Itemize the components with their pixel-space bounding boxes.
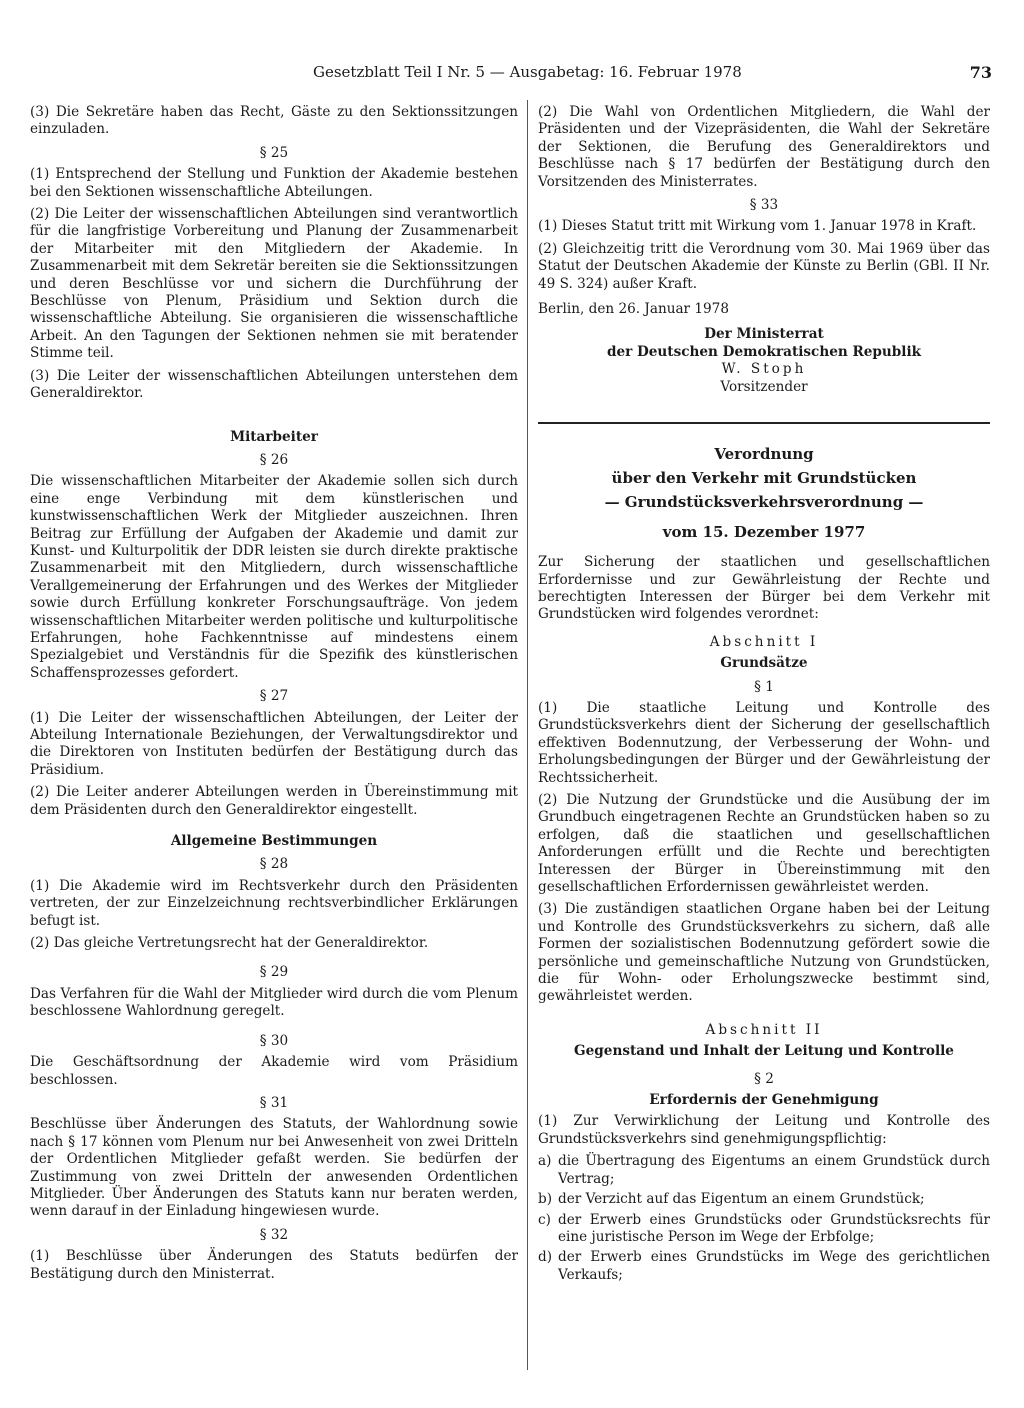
- paragraph: (1) Entsprechend der Stellung und Funktion der Akademie bestehen bei den Sektionen wissenschaftliche Abteilungen.: [30, 166, 518, 200]
- signatory-role: Vorsitzender: [720, 378, 808, 395]
- part-title: Grundsätze: [720, 655, 808, 672]
- page-number: 73: [969, 63, 992, 82]
- ordinance-title: Verordnung: [714, 445, 814, 464]
- section-number: § 33: [749, 197, 779, 214]
- paragraph: (2) Die Leiter der wissenschaftlichen Abteilungen sind verantwortlich für die langfristige Vorbereitung und Planung der Zusammenarbeit der Mitarbeiter mit den Mitgliedern der Akademie. In Zusammenarbeit mit dem Sekretär bereiten sie die Sektionssitzungen und deren Beschlüsse vor und sichern die Durchführung der Beschlüsse von Plenum, Präsidium und Sektion durch die wissenschaftliche Abteilung. Sie organisieren die wissenschaftliche Arbeit. An den Tagungen der Sektionen nehmen sie mit beratender Stimme teil.: [30, 206, 518, 362]
- paragraph: (3) Die Sekretäre haben das Recht, Gäste zu den Sektionssitzungen einzuladen.: [30, 104, 518, 138]
- list-item: [538, 1249, 990, 1284]
- paragraph: (1) Beschlüsse über Änderungen des Statuts bedürfen der Bestätigung durch den Ministerrat.: [30, 1248, 518, 1282]
- paragraph: (1) Dieses Statut tritt mit Wirkung vom 1. Januar 1978 in Kraft.: [538, 218, 977, 235]
- paragraph: (3) Die zuständigen staatlichen Organe haben bei der Leitung und Kontrolle des Grundstücksverkehrs zu sichern, daß alle Formen der sozialistischen Bodennutzung gefördert sowie die persönliche und gemeinschaftliche Nutzung von Grundstücken, die für Wohn- oder Erholungszwecke bestimmt sind, gewährleistet werden.: [538, 901, 990, 1005]
- preamble: Zur Sicherung der staatlichen und gesellschaftlichen Erfordernisse und zur Gewährleistung der Rechte und berechtigten Interessen der Bürger bei dem Verkehr mit Grundstücken wird folgendes verordnet:: [538, 554, 990, 623]
- gazette-title: Gesetzblatt Teil I Nr. 5 — Ausgabetag: 16. Februar 1978: [313, 63, 742, 81]
- paragraph: (1) Zur Verwirklichung der Leitung und Kontrolle des Grundstücksverkehrs sind genehmigungspflichtig:: [538, 1113, 990, 1147]
- section-rule: [538, 422, 990, 424]
- paragraph: Die wissenschaftlichen Mitarbeiter der Akademie sollen sich durch eine enge Verbindung mit dem künstlerischen und kunstwissenschaftlichen Werk der Mitglieder auszeichnen. Ihren Beitrag zur Erfüllung der Aufgaben der Akademie und damit zur Kunst- und Kulturpolitik der DDR leisten sie durch direkte praktische Zusammenarbeit mit den Mitgliedern, durch wissenschaftliche Verallgemeinerung der Erfahrungen und des Werkes der Mitglieder sowie durch Erfüllung konkreter Forschungsaufträge. Von jedem wissenschaftlichen Mitarbeiter werden politische und kulturpolitische Erfahrungen, hohe Fachkenntnisse auf mindestens einem Spezialgebiet und Verständnis für die Spezifik des künstlerischen Schaffensprozesses gefordert.: [30, 473, 518, 681]
- paragraph: (1) Die Akademie wird im Rechtsverkehr durch den Präsidenten vertreten, der zur Einzelzeichnung rechtsverbindlicher Erklärungen befugt ist.: [30, 877, 518, 929]
- section-number: § 30: [259, 1032, 289, 1049]
- list-text: die Übertragung des Eigentums an einem Grundstück durch Vertrag;: [558, 1153, 990, 1187]
- section-number: § 31: [259, 1094, 289, 1111]
- column-divider: [527, 100, 528, 1370]
- paragraph: (2) Gleichzeitig tritt die Verordnung vom 30. Mai 1969 über das Statut der Deutschen Akademie der Künste zu Berlin (GBl. II Nr. 49 S. 324) außer Kraft.: [538, 240, 990, 292]
- list-text: der Erwerb eines Grundstücks im Wege des gerichtlichen Verkaufs;: [558, 1249, 990, 1283]
- list-item: [538, 1212, 990, 1247]
- section-number: § 29: [259, 964, 289, 981]
- paragraph: (2) Das gleiche Vertretungsrecht hat der Generaldirektor.: [30, 935, 429, 952]
- part-title: Gegenstand und Inhalt der Leitung und Kontrolle: [574, 1043, 954, 1060]
- paragraph: (2) Die Nutzung der Grundstücke und die Ausübung der im Grundbuch eingetragenen Rechte an Grundstücken haben so zu erfolgen, daß die staatlichen und gesellschaftlichen Anforderungen erfüllt und die Rechte und berechtigten Interessen der Bürger in Übereinstimmung mit den gesellschaftlichen Erfordernissen gewährleistet werden.: [538, 791, 990, 895]
- ordinance-date: vom 15. Dezember 1977: [662, 523, 866, 542]
- section-number: § 2: [754, 1070, 774, 1087]
- paragraph: (1) Die Leiter der wissenschaftlichen Abteilungen, der Leiter der Abteilung Internationale Beziehungen, der Verwaltungsdirektor und die Direktoren von Instituten bedürfen der Bestätigung durch das Präsidium.: [30, 709, 518, 778]
- ordinance-short-title: — Grundstücksverkehrsverordnung —: [604, 493, 924, 512]
- section-number: § 25: [259, 144, 289, 161]
- list-item: [538, 1191, 990, 1208]
- list-marker: c): [538, 1211, 551, 1228]
- signatory-name: W. Stoph: [721, 361, 807, 378]
- list-marker: b): [538, 1191, 553, 1208]
- ordinance-subtitle: über den Verkehr mit Grundstücken: [611, 469, 917, 488]
- page-header: [30, 64, 992, 88]
- signature-organization-line2: der Deutschen Demokratischen Republik: [606, 343, 922, 360]
- paragraph: Die Geschäftsordnung der Akademie wird vom Präsidium beschlossen.: [30, 1054, 518, 1088]
- left-column: [30, 104, 518, 1288]
- paragraph: (2) Die Wahl von Ordentlichen Mitgliedern, die Wahl der Präsidenten und der Vizepräsidenten, die Wahl der Sekretäre der Sektionen, die Berufung des Generaldirektors und Beschlüsse nach § 17 bedürfen der Bestätigung durch den Vorsitzenden des Ministerrates.: [538, 104, 990, 190]
- section-number: § 28: [259, 856, 289, 873]
- section-number: § 1: [754, 678, 774, 695]
- section-number: § 26: [259, 451, 289, 468]
- section-number: § 27: [259, 688, 289, 705]
- list-item: [538, 1153, 990, 1188]
- signature-organization: Der Ministerrat: [704, 326, 824, 343]
- right-column: [538, 104, 990, 1287]
- paragraph: (3) Die Leiter der wissenschaftlichen Abteilungen unterstehen dem Generaldirektor.: [30, 367, 518, 402]
- paragraph: Beschlüsse über Änderungen des Statuts, der Wahlordnung sowie nach § 17 können vom Plenum nur bei Anwesenheit von zwei Dritteln der Ordentlichen Mitglieder gefaßt werden. Sie bedürfen der Zustimmung von zwei Dritteln der anwesenden Ordentlichen Mitglieder. Über Änderungen des Statuts kann nur beraten werden, wenn darauf in der Einladung hingewiesen wurde.: [30, 1116, 518, 1220]
- part-heading: Abschnitt I: [709, 633, 819, 650]
- part-heading: Abschnitt II: [705, 1021, 823, 1038]
- section-title: Erfordernis der Genehmigung: [649, 1092, 879, 1109]
- heading-mitarbeiter: Mitarbeiter: [230, 428, 318, 445]
- list-marker: a): [538, 1153, 552, 1170]
- heading-allgemeine-bestimmungen: Allgemeine Bestimmungen: [170, 833, 378, 850]
- list-text: der Verzicht auf das Eigentum an einem Grundstück;: [558, 1191, 925, 1208]
- paragraph: (1) Die staatliche Leitung und Kontrolle des Grundstücksverkehrs dient der Sicherung der gesellschaftlich effektiven Bodennutzung, der Verbesserung der Wohn- und Erholungsbedingungen der Bürger und der Gewährleistung der Rechtssicherheit.: [538, 699, 990, 786]
- list-text: der Erwerb eines Grundstücks oder Grundstücksrechts für eine juristische Person im Wege der Erbfolge;: [558, 1211, 990, 1245]
- paragraph: Das Verfahren für die Wahl der Mitglieder wird durch die vom Plenum beschlossene Wahlordnung geregelt.: [30, 985, 518, 1020]
- section-number: § 32: [259, 1226, 289, 1243]
- signature-block: [538, 326, 990, 396]
- paragraph: (2) Die Leiter anderer Abteilungen werden in Übereinstimmung mit dem Präsidenten durch den Generaldirektor eingestellt.: [30, 784, 518, 818]
- date-line: Berlin, den 26. Januar 1978: [538, 301, 729, 318]
- list-marker: d): [538, 1249, 553, 1266]
